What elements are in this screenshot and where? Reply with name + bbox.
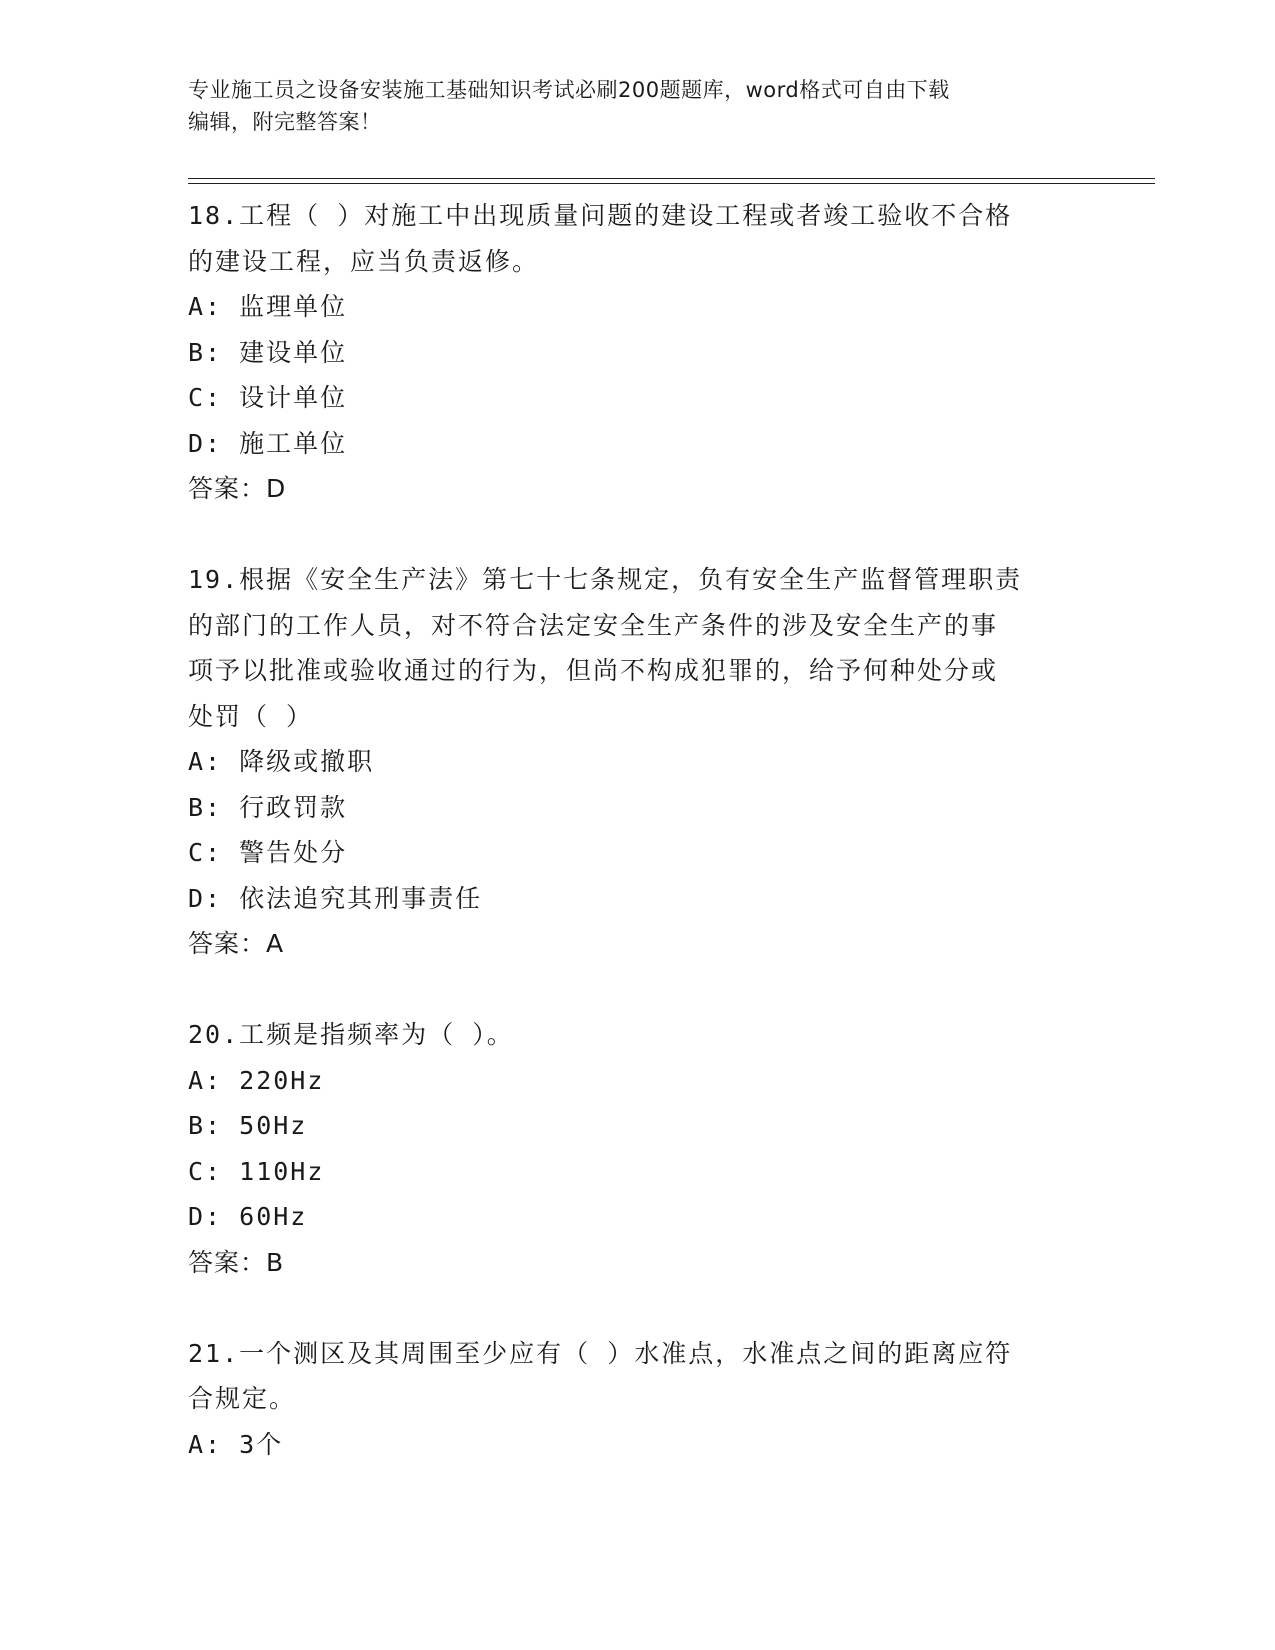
answer-line: 答案：D	[188, 474, 287, 503]
question-stem-line: 项予以批准或验收通过的行为，但尚不构成犯罪的，给予何种处分或	[188, 656, 999, 685]
option-b: B: 建设单位	[188, 337, 348, 367]
option-a: A: 监理单位	[188, 292, 348, 321]
option-b: B: 行政罚款	[188, 792, 348, 822]
option-b: B: 50Hz	[188, 1111, 308, 1140]
header-divider-bottom	[188, 183, 1155, 184]
question-stem-line: 20.工频是指频率为（ ）。	[188, 1020, 514, 1049]
question-21	[188, 1331, 1088, 1468]
header-line-1: 专业施工员之设备安装施工基础知识考试必刷200题题库，word格式可自由下载	[188, 78, 950, 102]
question-18	[188, 193, 1088, 512]
option-a: A: 3个	[188, 1429, 284, 1459]
question-20	[188, 1012, 1088, 1285]
question-spacer	[188, 512, 1088, 558]
question-stem-line: 的建设工程，应当负责返修。	[188, 246, 540, 276]
question-stem-line: 21.一个测区及其周围至少应有（ ）水准点，水准点之间的距离应符	[188, 1338, 1013, 1368]
option-d: D: 依法追究其刑事责任	[188, 883, 483, 913]
option-c: C: 警告处分	[188, 838, 348, 867]
option-a: A: 220Hz	[188, 1065, 325, 1095]
question-spacer	[188, 1285, 1088, 1331]
header-divider-top	[188, 178, 1155, 179]
document-header	[188, 74, 1088, 138]
question-stem-line: 的部门的工作人员，对不符合法定安全生产条件的涉及安全生产的事	[188, 610, 999, 640]
question-stem-line: 处罚（ ）	[188, 701, 314, 731]
question-stem-line: 合规定。	[188, 1384, 297, 1413]
answer-line: 答案：B	[188, 1247, 285, 1277]
option-a: A: 降级或撤职	[188, 747, 375, 776]
question-stem-line: 18.工程（ ）对施工中出现质量问题的建设工程或者竣工验收不合格	[188, 201, 1013, 230]
question-19	[188, 557, 1088, 967]
option-d: D: 施工单位	[188, 428, 348, 458]
question-list	[188, 193, 1088, 1467]
question-stem-line: 19.根据《安全生产法》第七十七条规定，负有安全生产监督管理职责	[188, 565, 1023, 594]
question-spacer	[188, 967, 1088, 1013]
option-d: D: 60Hz	[188, 1202, 308, 1231]
option-c: C: 110Hz	[188, 1156, 325, 1186]
option-c: C: 设计单位	[188, 383, 348, 412]
header-line-2: 编辑，附完整答案！	[188, 110, 382, 134]
answer-line: 答案：A	[188, 929, 285, 958]
